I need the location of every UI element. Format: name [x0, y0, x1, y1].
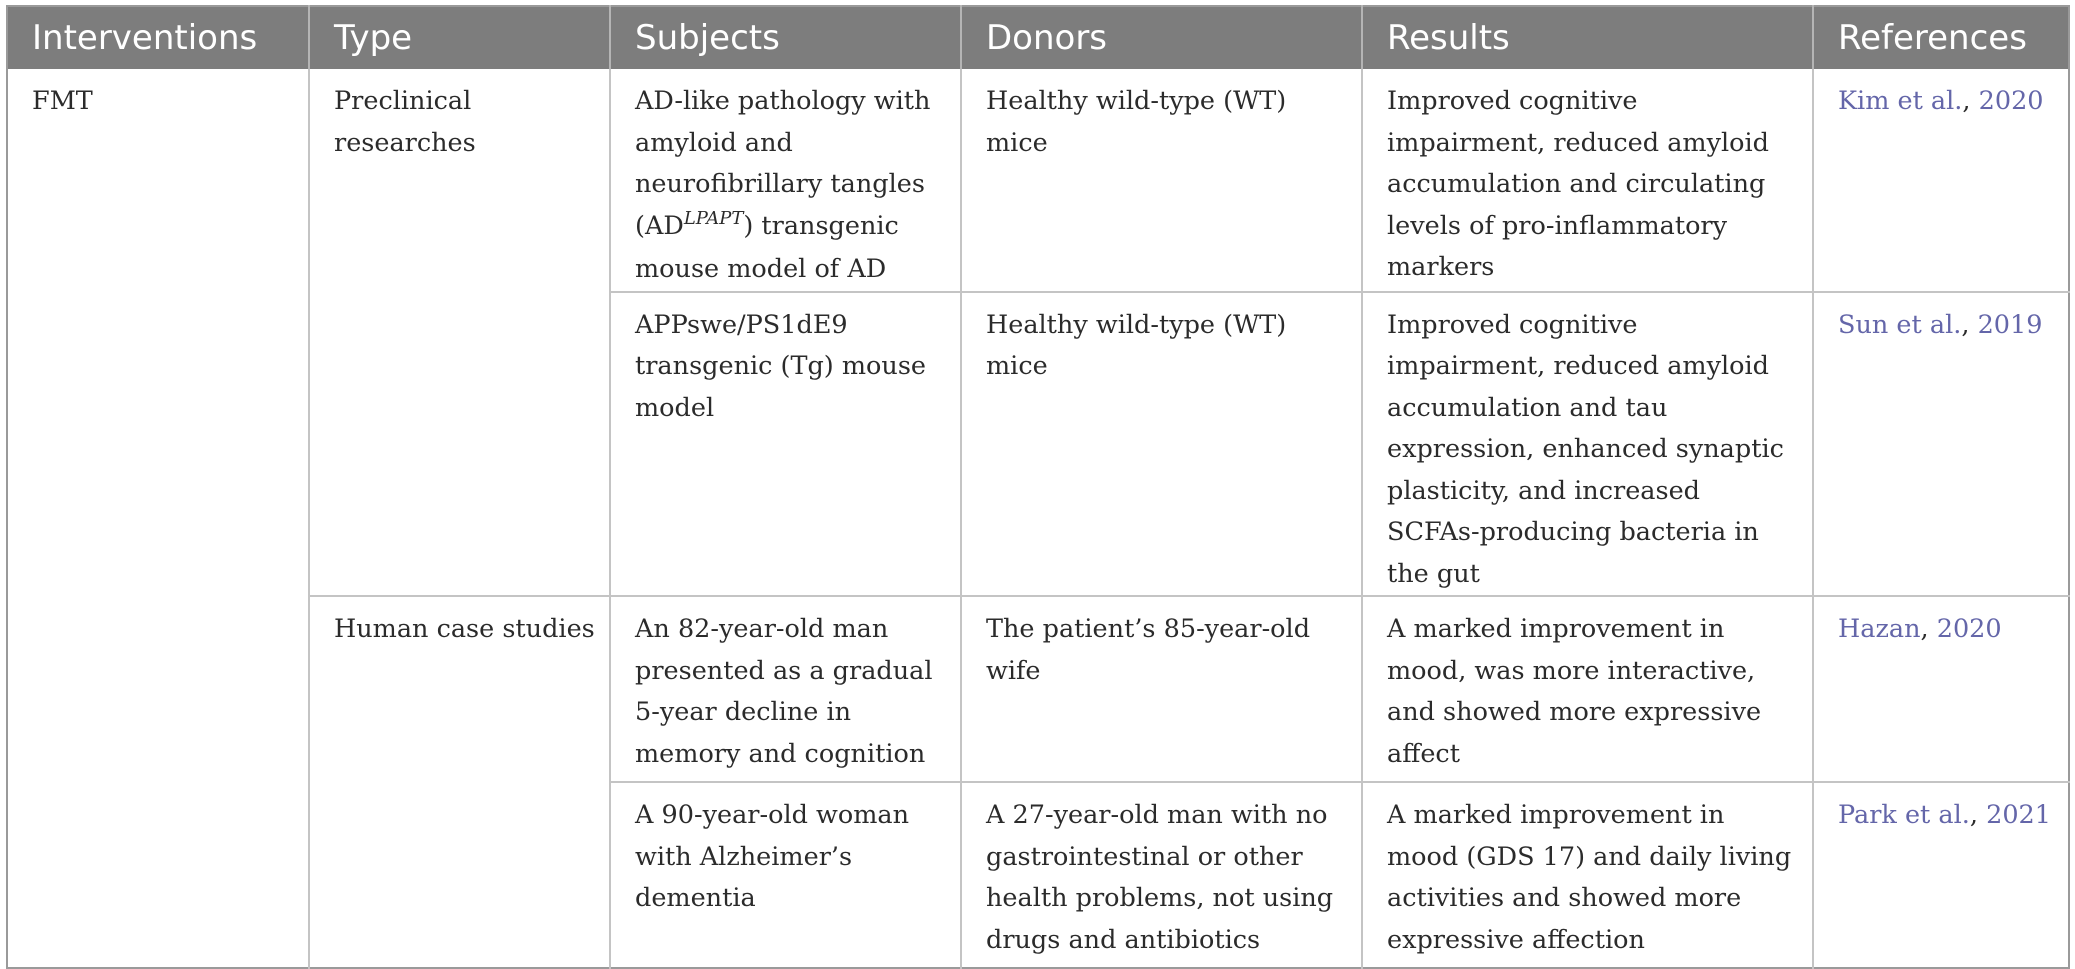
reference-separator: ,: [1961, 309, 1978, 340]
subjects-text: AD-like pathology with amyloid and neurofibrillary tangles (AD: [635, 86, 931, 241]
header-references: References: [1813, 6, 2069, 69]
reference-separator: ,: [1969, 800, 1987, 830]
subjects-text: An 82-year-old man presented as a gradual 5-year decline in memory and cognition: [635, 614, 933, 769]
type-cell-human: [309, 596, 610, 968]
reference-author-link[interactable]: Sun et al.: [1838, 309, 1962, 340]
results-cell: [1362, 596, 1813, 782]
subjects-superscript: LPAPT: [683, 207, 744, 229]
reference-cell: [1813, 782, 2069, 968]
results-cell: [1362, 69, 1813, 292]
reference-year-link[interactable]: 2020: [1936, 614, 2002, 644]
results-cell: [1362, 782, 1813, 968]
reference-cell: [1813, 292, 2069, 597]
table-header: [7, 6, 2069, 69]
donors-cell: [961, 69, 1362, 292]
donors-text: A 27-year-old man with no gastrointestinal or other health problems, not using drugs and antibiotics: [986, 800, 1334, 955]
donors-text: The patient’s 85-year-old wife: [986, 614, 1311, 686]
reference-cell: [1813, 596, 2069, 782]
header-donors: Donors: [961, 6, 1362, 69]
header-interventions: Interventions: [32, 18, 258, 58]
header-results: Results: [1362, 6, 1813, 69]
results-text: Improved cognitive impairment, reduced amyloid accumulation and circulating levels of pro-inflammatory markers: [1387, 86, 1769, 282]
subjects-cell: [610, 292, 961, 597]
subjects-text-cont: ) transgenic mouse model of AD: [635, 210, 899, 284]
reference-author-link[interactable]: Kim et al.: [1838, 86, 1963, 116]
donors-cell: [961, 596, 1362, 782]
donors-text: Healthy wild-type (WT) mice: [986, 86, 1287, 158]
reference-cell: [1813, 69, 2069, 292]
donors-text: Healthy wild-type (WT) mice: [986, 309, 1287, 381]
table-body: [7, 69, 2069, 968]
table-row: [7, 596, 2069, 782]
header-type: Type: [309, 6, 610, 69]
results-text: A marked improvement in mood (GDS 17) and daily living activities and showed more expressive affection: [1387, 800, 1792, 955]
results-text: Improved cognitive impairment, reduced amyloid accumulation and tau expression, enhanced synaptic plasticity, and increased SCFAs-producing bacteria in the gut: [1387, 309, 1784, 589]
reference-year-link[interactable]: 2019: [1977, 309, 2043, 340]
reference-author-link[interactable]: Park et al.: [1838, 800, 1970, 830]
intervention-label: FMT: [32, 86, 93, 116]
donors-cell: [961, 292, 1362, 597]
table-row: [7, 69, 2069, 292]
results-text: A marked improvement in mood, was more interactive, and showed more expressive affect: [1387, 614, 1762, 769]
type-label: Preclinical researches: [334, 86, 476, 158]
intervention-cell: [7, 69, 309, 968]
reference-separator: ,: [1920, 614, 1937, 644]
type-cell-preclinical: [309, 69, 610, 596]
header-row: [7, 6, 2069, 69]
donors-cell: [961, 782, 1362, 968]
subjects-text: A 90-year-old woman with Alzheimer’s dementia: [635, 800, 910, 913]
header-subjects: Subjects: [610, 6, 961, 69]
subjects-cell: [610, 782, 961, 968]
reference-author-link[interactable]: Hazan: [1838, 614, 1921, 644]
reference-separator: ,: [1962, 86, 1979, 116]
subjects-cell: [610, 596, 961, 782]
results-cell: [1362, 292, 1813, 597]
reference-year-link[interactable]: 2020: [1978, 86, 2044, 116]
subjects-text: APPswe/PS1dE9 transgenic (Tg) mouse model: [635, 309, 926, 423]
type-label: Human case studies: [334, 614, 595, 644]
reference-year-link[interactable]: 2021: [1986, 800, 2051, 830]
subjects-cell: [610, 69, 961, 292]
interventions-table: [6, 5, 2070, 969]
